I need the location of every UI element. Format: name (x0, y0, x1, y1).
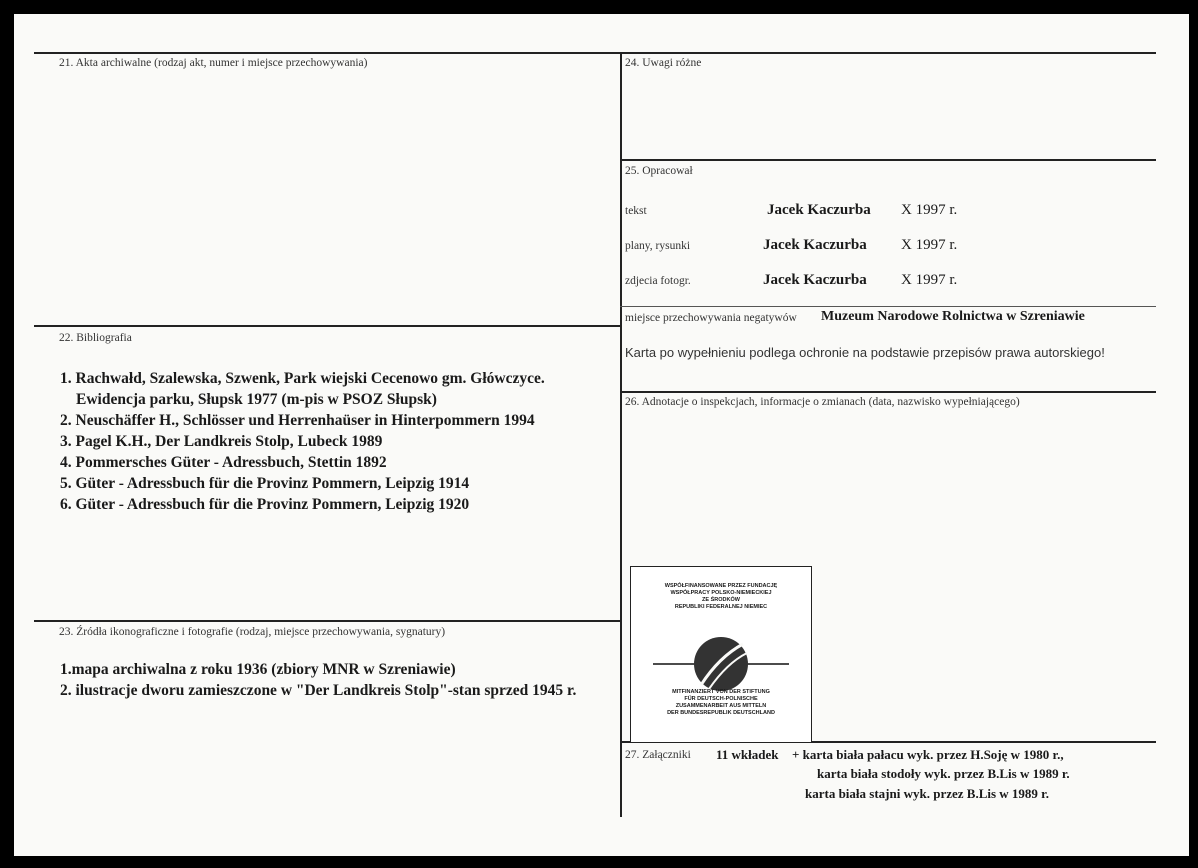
negatives-value: Muzeum Narodowe Rolnictwa w Szreniawie (821, 309, 1085, 324)
bibliography-item: 6. Güter - Adressbuch für die Provinz Pommern, Leipzig 1920 (60, 496, 470, 513)
author-name: Jacek Kaczurba (763, 272, 867, 288)
author-role: tekst (625, 205, 647, 217)
rule-22 (34, 325, 622, 327)
author-date: X 1997 r. (901, 237, 958, 253)
foundation-logo-stamp (630, 566, 812, 743)
bibliography-item: 3. Pagel K.H., Der Landkreis Stolp, Lubeck 1989 (60, 433, 383, 450)
rule-23 (34, 620, 622, 622)
rule-25 (620, 159, 1156, 161)
bibliography-item: 1. Rachwałd, Szalewska, Szwenk, Park wiejski Cecenowo gm. Główczyce. (60, 370, 545, 387)
author-name: Jacek Kaczurba (767, 202, 871, 218)
iconography-item: 1.mapa archiwalna z roku 1936 (zbiory MNR w Szreniawie) (60, 661, 456, 678)
record-card (14, 14, 1189, 856)
section-23-label: 23. Źródła ikonograficzne i fotografie (rodzaj, miejsce przechowywania, sygnatury) (59, 626, 446, 638)
bibliography-item: 4. Pommersches Güter - Adressbuch, Stettin 1892 (60, 454, 387, 471)
author-date: X 1997 r. (901, 202, 958, 218)
negatives-label: miejsce przechowywania negatywów (625, 312, 797, 324)
author-role: zdjecia fotogr. (625, 275, 691, 287)
author-date: X 1997 r. (901, 272, 958, 288)
author-role: plany, rysunki (625, 240, 691, 252)
logo-line: FÜR DEUTSCH-POLNISCHE (684, 696, 758, 702)
section-21-label: 21. Akta archiwalne (rodzaj akt, numer i miejsce przechowywania) (59, 57, 368, 69)
iconography-item: 2. ilustracje dworu zamieszczone w "Der Landkreis Stolp"-stan sprzed 1945 r. (60, 682, 577, 699)
section-26-label: 26. Adnotacje o inspekcjach, informacje o zmianach (data, nazwisko wypełniającego) (625, 396, 1020, 408)
bibliography-item: 2. Neuschäffer H., Schlösser und Herrenhaüser in Hinterpommern 1994 (60, 412, 535, 429)
author-name: Jacek Kaczurba (763, 237, 867, 253)
attachment-line-2: karta biała stodoły wyk. przez B.Lis w 1989 r. (817, 766, 1070, 781)
attachment-line-1: + karta biała pałacu wyk. przez H.Soję w 1980 r., (792, 747, 1064, 762)
attachments-count: 11 wkładek (716, 747, 779, 762)
logo-line: ZE ŚRODKÓW (702, 597, 740, 603)
logo-line: WSPÓŁPRACY POLSKO-NIEMIECKIEJ (670, 590, 772, 596)
vertical-divider (620, 52, 622, 817)
attachment-line-3: karta biała stajni wyk. przez B.Lis w 1989 r. (805, 786, 1049, 801)
rule-neg (620, 306, 1156, 307)
section-24-label: 24. Uwagi różne (625, 57, 702, 69)
bibliography-item: 5. Güter - Adressbuch für die Provinz Pommern, Leipzig 1914 (60, 475, 470, 492)
section-22-label: 22. Bibliografia (59, 332, 132, 344)
iconography-list (60, 659, 576, 701)
logo-text-bottom (631, 689, 811, 717)
bibliography-list (60, 368, 545, 515)
logo-line: DER BUNDESREPUBLIK DEUTSCHLAND (667, 710, 775, 716)
rule-26 (620, 391, 1156, 393)
logo-line: REPUBLIKI FEDERALNEJ NIEMIEC (674, 604, 768, 610)
logo-line: MITFINANZIERT VON DER STIFTUNG (672, 689, 770, 695)
logo-line: ZUSAMMENARBEIT AUS MITTELN (675, 703, 767, 709)
section-27-label: 27. Załączniki (625, 749, 691, 761)
copyright-note: Karta po wypełnieniu podlega ochronie na podstawie przepisów prawa autorskiego! (625, 345, 1105, 360)
top-rule (34, 52, 1156, 54)
section-25-label: 25. Opracował (625, 165, 693, 177)
bibliography-item: Ewidencja parku, Słupsk 1977 (m-pis w PSOZ Słupsk) (76, 391, 437, 408)
logo-line: WSPÓŁFINANSOWANE PRZEZ FUNDACJĘ (664, 583, 778, 589)
